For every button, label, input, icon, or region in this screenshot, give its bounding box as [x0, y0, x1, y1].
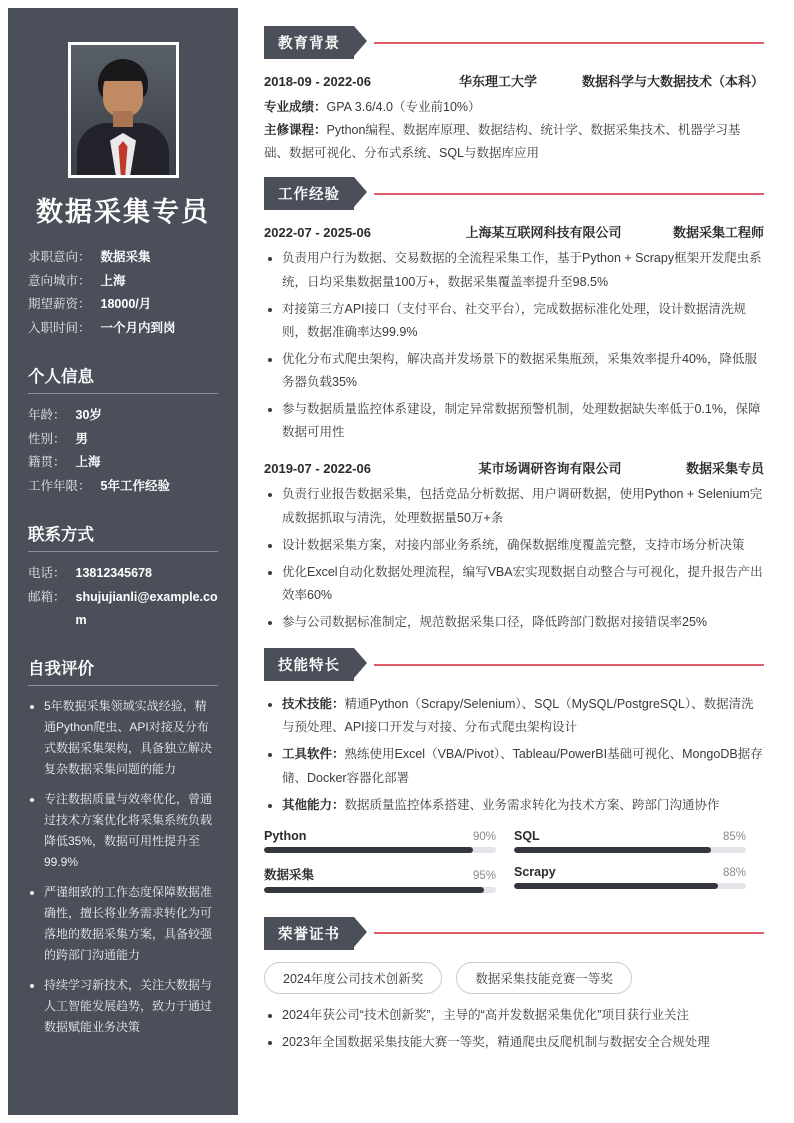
experience-points [264, 483, 764, 634]
field-label: 工作年限： [28, 479, 91, 493]
skill-bar-percent: 95% [472, 869, 496, 882]
skill-label: 其他能力： [282, 797, 345, 812]
experience-row [264, 222, 764, 241]
list-item [28, 451, 218, 475]
section-header [264, 648, 764, 681]
experience-item [264, 458, 764, 634]
status-badge: 数据采集技能竞赛一等奖 [456, 962, 632, 994]
section-honors [264, 917, 764, 1054]
portrait-photo [68, 42, 179, 178]
skill-bar-track [264, 847, 496, 853]
job-intent-list [28, 246, 218, 341]
field-label: 籍贯： [28, 455, 66, 470]
skill-bar-fill [264, 887, 484, 893]
experience-company: 某市场调研咨询有限公司 [478, 461, 622, 477]
skill-value: 精通Python（Scrapy/Selenium）、SQL（MySQL/PostgreSQL）、数据清洗与预处理、API接口开发与对接、分布式爬虫架构设计 [282, 697, 754, 735]
skill-label: 工具软件： [282, 747, 345, 762]
field-value: 18000/月 [100, 297, 152, 312]
skill-bar-label: Python [264, 828, 307, 843]
education-date: 2018-09 - 2022-06 [264, 74, 371, 89]
skill-label: 技术技能： [282, 697, 345, 712]
list-item: • 严谨细致的工作态度保障数据准确性，擅长将业务需求转化为可落地的数据采集方案，具备较强的跨部门沟通能力 [44, 882, 218, 966]
skill-bar [264, 865, 514, 893]
skill-bar-percent: 88% [722, 866, 746, 879]
divider [28, 393, 218, 394]
education-gpa [264, 96, 764, 119]
section-education [264, 26, 764, 165]
experience-item [264, 222, 764, 444]
phone-value: 13812345678 [75, 565, 152, 580]
list-item: • 优化分布式爬虫架构，解决高并发场景下的数据采集瓶颈，采集效率提升40%，降低服务器负载35% [282, 348, 764, 394]
skill-bar [264, 829, 514, 853]
divider [28, 551, 218, 552]
list-item: • 5年数据采集领域实战经验，精通Python爬虫、API对接及分布式数据采集架构，具备独立解决复杂数据采集问题的能力 [44, 696, 218, 780]
contact-list [28, 562, 218, 633]
list-item: • 对接第三方API接口（支付平台、社交平台），完成数据标准化处理，设计数据清洗规则，数据准确率达99.9% [282, 298, 764, 344]
section-title-summary: 自我评价 [28, 660, 94, 678]
skill-bar-percent: 85% [722, 830, 746, 843]
section-rule [374, 193, 764, 195]
section-title-contact: 联系方式 [28, 525, 94, 544]
list-item [28, 317, 218, 341]
experience-date: 2022-07 - 2025-06 [264, 225, 371, 241]
honors-list [264, 1004, 764, 1054]
skill-bar [514, 829, 764, 853]
list-item [282, 693, 764, 739]
experience-points [264, 247, 764, 444]
experience-row [264, 458, 764, 477]
avatar [28, 42, 218, 178]
section-title-experience: 工作经验 [264, 177, 354, 210]
list-item [28, 404, 218, 428]
field-label: 意向城市： [28, 273, 91, 288]
section-rule [374, 42, 764, 44]
section-title-skills: 技能特长 [264, 648, 354, 681]
education-courses [264, 119, 764, 165]
education-school: 华东理工大学 [458, 74, 537, 89]
gpa-label: 专业成绩： [264, 100, 327, 114]
personal-info-list [28, 404, 218, 499]
field-value: 5年工作经验 [100, 479, 170, 493]
skill-value: 数据质量监控体系搭建、业务需求转化为技术方案、跨部门沟通协作 [344, 797, 720, 812]
skill-bar-fill [264, 847, 473, 853]
field-value: 男 [75, 431, 89, 446]
main-content [238, 8, 786, 1115]
field-value: 一个月内到岗 [100, 321, 176, 335]
list-item: • 2024年获公司“技术创新奖”，主导的“高并发数据采集优化”项目获行业关注 [282, 1004, 764, 1027]
applicant-name: 数据采集专员 [36, 197, 210, 227]
field-value: 数据采集 [100, 249, 151, 264]
skill-bar-track [514, 847, 746, 853]
skill-bar-label: 数据采集 [264, 867, 315, 882]
field-value: 上海 [75, 455, 101, 470]
divider [28, 685, 218, 686]
list-item: • 专注数据质量与效率优化，曾通过技术方案优化将采集系统负载降低35%，数据可用性提升至99.9% [44, 789, 218, 873]
courses-label: 主修课程： [264, 123, 327, 138]
courses-value: Python编程、数据库原理、数据结构、统计学、数据采集技术、机器学习基础、数据可视化、分布式系统、SQL与数据库应用 [264, 123, 741, 161]
list-item: • 负责用户行为数据、交易数据的全流程采集工作，基于Python + Scrapy框架开发爬虫系统，日均采集数据量100万+，数据采集覆盖率提升至98.5% [282, 247, 764, 293]
section-title-personal: 个人信息 [28, 367, 94, 386]
list-item [28, 270, 218, 294]
list-item [28, 428, 218, 452]
skill-value: 熟练使用Excel（VBA/Pivot）、Tableau/PowerBI基础可视化、MongoDB据存储、Docker容器化部署 [282, 747, 763, 785]
section-title-education: 教育背景 [264, 26, 354, 59]
field-label: 入职时间： [28, 321, 91, 335]
list-item: • 参与数据质量监控体系建设，制定异常数据预警机制，处理数据缺失率低于0.1%，保障数据可用性 [282, 398, 764, 444]
list-item: • 设计数据采集方案，对接内部业务系统，确保数据维度覆盖完整，支持市场分析决策 [282, 534, 764, 557]
honor-chips [264, 962, 764, 994]
list-item [28, 246, 218, 270]
section-experience [264, 177, 764, 634]
field-label: 期望薪资： [28, 297, 91, 312]
field-label: 性别： [28, 431, 66, 446]
status-badge: 2024年度公司技术创新奖 [264, 962, 442, 994]
skill-bars [264, 829, 764, 905]
list-item: • 负责行业报告数据采集，包括竞品分析数据、用户调研数据，使用Python + Selenium完成数据抓取与清洗，处理数据量50万+条 [282, 483, 764, 529]
skill-bar-label: Scrapy [514, 864, 556, 879]
list-item [28, 562, 218, 586]
skill-bar-track [514, 883, 746, 889]
section-header [264, 917, 764, 950]
section-title-honors: 荣誉证书 [264, 917, 354, 950]
experience-role: 数据采集专员 [685, 461, 764, 477]
skill-bar-label: SQL [514, 828, 540, 843]
sidebar [8, 8, 238, 1115]
section-rule [374, 664, 764, 666]
section-skills [264, 648, 764, 905]
section-header [264, 26, 764, 59]
experience-company: 上海某互联网科技有限公司 [465, 225, 622, 241]
list-item: • 2023年全国数据采集技能大赛一等奖，精通爬虫反爬机制与数据安全合规处理 [282, 1031, 764, 1054]
skill-bar-percent: 90% [472, 830, 496, 843]
list-item [282, 743, 764, 789]
list-item [282, 794, 764, 817]
skill-bar-track [264, 887, 496, 893]
field-label: 求职意向： [28, 249, 91, 264]
field-value: 上海 [100, 273, 126, 288]
list-item: • 优化Excel自动化数据处理流程，编写VBA宏实现数据自动整合与可视化，提升报告产出效率60% [282, 561, 764, 607]
summary-list [28, 696, 218, 1038]
list-item: • 持续学习新技术，关注大数据与人工智能发展趋势，致力于通过数据赋能业务决策 [44, 975, 218, 1038]
section-rule [374, 932, 764, 934]
field-value: 30岁 [75, 407, 102, 422]
email-label: 邮箱： [28, 589, 66, 604]
list-item: • 参与公司数据标准制定，规范数据采集口径，降低跨部门数据对接错误率25% [282, 611, 764, 634]
gpa-value: GPA 3.6/4.0（专业前10%） [326, 100, 481, 114]
education-row [264, 71, 764, 90]
list-item [28, 475, 218, 499]
list-item [28, 586, 218, 634]
section-header [264, 177, 764, 210]
experience-role: 数据采集工程师 [672, 225, 764, 241]
education-major: 数据科学与大数据技术（本科） [581, 74, 764, 89]
list-item [28, 293, 218, 317]
skill-bar-fill [514, 847, 711, 853]
skills-list [264, 693, 764, 817]
experience-date: 2019-07 - 2022-06 [264, 461, 371, 477]
field-label: 年龄： [28, 407, 66, 422]
email-value: shujujianli@example.com [75, 589, 218, 628]
skill-bar [514, 865, 764, 893]
phone-label: 电话： [28, 565, 66, 580]
skill-bar-fill [514, 883, 718, 889]
